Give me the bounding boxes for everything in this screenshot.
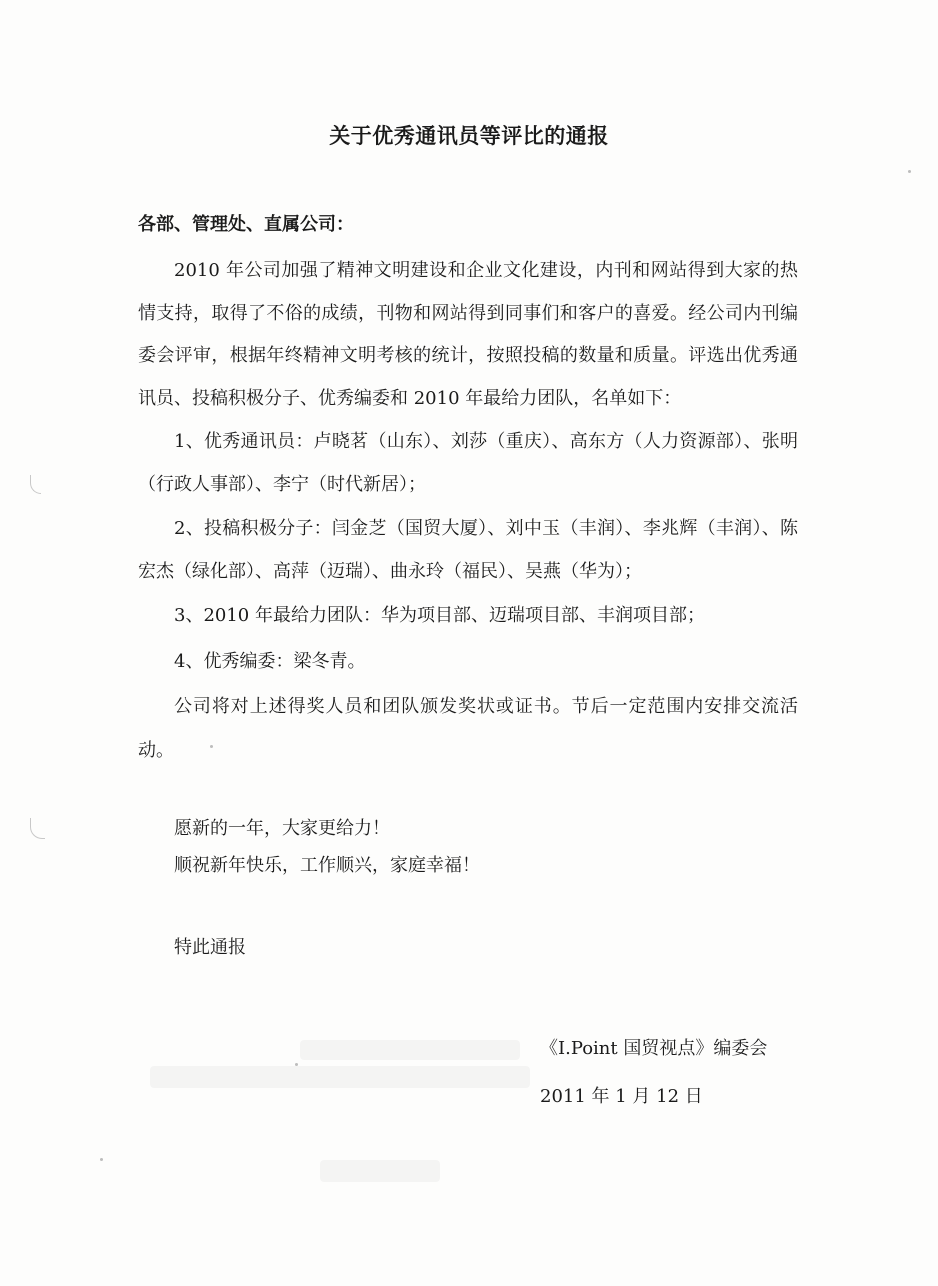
scan-smudge	[150, 1066, 530, 1088]
closing-line: 特此通报	[174, 937, 246, 958]
salutation: 各部、管理处、直属公司：	[138, 214, 354, 235]
document-title: 关于优秀通讯员等评比的通报	[329, 123, 609, 148]
award-paragraph: 公司将对上述得奖人员和团队颁发奖状或证书。节后一定范围内安排交流活动。	[138, 696, 798, 761]
scan-speck	[908, 170, 911, 173]
signature-organization: 《I.Point 国贸视点》编委会	[540, 1038, 768, 1059]
award-item-excellent-editor: 4、优秀编委：梁冬青。	[174, 651, 366, 672]
scan-smudge	[320, 1160, 440, 1182]
scan-speck	[210, 745, 213, 748]
greeting-line: 顺祝新年快乐，工作顺兴，家庭幸福！	[174, 855, 480, 876]
scan-edge-mark	[30, 475, 41, 494]
scan-smudge	[300, 1040, 520, 1060]
award-item-best-team: 3、2010 年最给力团队：华为项目部、迈瑞项目部、丰润项目部；	[174, 605, 705, 626]
scan-edge-mark	[30, 818, 45, 839]
scan-speck	[100, 1158, 103, 1161]
new-year-wish: 愿新的一年，大家更给力！	[174, 818, 390, 839]
intro-paragraph: 2010 年公司加强了精神文明建设和企业文化建设，内刊和网站得到大家的热情支持，取得了不俗的成绩，刊物和网站得到同事们和客户的喜爱。经公司内刊编委会评审，根据年终精神文明考核的统计，按照投稿的数量和质量。评选出优秀通讯员、投稿积极分子、优秀编委和 2010 年最给力团队，名单如下：	[138, 260, 798, 409]
award-item-excellent-correspondents: 1、优秀通讯员：卢晓茗（山东）、刘莎（重庆）、高东方（人力资源部）、张明（行政人事部）、李宁（时代新居）；	[138, 431, 798, 495]
award-item-active-contributors: 2、投稿积极分子：闫金芝（国贸大厦）、刘中玉（丰润）、李兆辉（丰润）、陈宏杰（绿化部）、高萍（迈瑞）、曲永玲（福民）、吴燕（华为）；	[138, 518, 798, 582]
signature-date: 2011 年 1 月 12 日	[540, 1086, 703, 1107]
